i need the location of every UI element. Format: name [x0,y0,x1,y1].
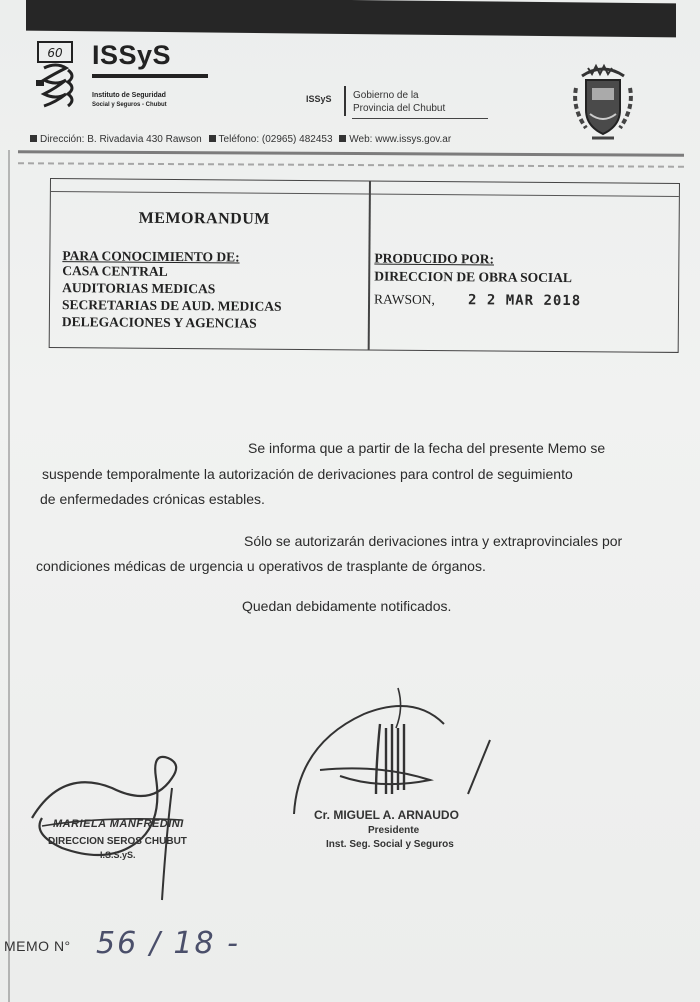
memo-header-box [49,178,680,353]
recipient-item: CASA CENTRAL [62,263,168,279]
body-p1-line3: de enfermedades crónicas estables. [40,491,265,507]
contact-phone: Teléfono: (02965) 482453 [218,134,333,145]
signer-left-title: DIRECCION SEROS CHUBUT [48,836,187,847]
contact-address: Dirección: B. Rivadavia 430 Rawson [40,134,202,145]
contact-web: Web: www.issys.gov.ar [349,134,452,145]
producer-name: DIRECCION DE OBRA SOCIAL [374,268,572,286]
gov-underline [352,118,488,119]
recipient-item: AUDITORIAS MEDICAS [62,280,216,297]
signer-left-org: I.S.S.yS. [100,850,136,860]
gov-separator [344,86,346,116]
chubut-coat-of-arms-icon [568,58,638,144]
recipient-item: SECRETARIAS DE AUD. MEDICAS [61,297,282,314]
signer-right-title: Presidente [368,825,420,836]
body-p1-line2: suspende temporalmente la autorización de derivaciones para control de seguimiento [42,466,573,482]
svg-text:60: 60 [47,46,63,60]
bullet-square-icon [30,135,37,142]
issys-emblem-icon [34,40,88,114]
logo-name: ISSyS [92,40,172,70]
bullet-square-icon [339,135,346,142]
signature-right-icon [280,684,510,824]
body-p3: Quedan debidamente notificados. [242,598,452,614]
date-stamp: 2 2 MAR 2018 [467,292,582,310]
gov-issys-mark: ISSyS [306,94,332,104]
letterhead-rule [18,150,684,156]
place: RAWSON, [374,291,435,308]
signer-right-org: Inst. Seg. Social y Seguros [326,839,454,850]
producer-heading: PRODUCIDO POR: [374,250,495,267]
memo-number-handwritten: 56 / 18 - [96,926,240,961]
gov-line1: Gobierno de la [353,90,419,101]
scan-dark-band [26,0,676,37]
memo-number-label: MEMO N° [4,938,71,954]
memo-title: MEMORANDUM [138,209,270,228]
signer-left-name: MARIELA MANFREDINI [53,818,184,830]
issys-logo [34,40,184,120]
body-p1-line1: Se informa que a partir de la fecha del presente Memo se [248,440,606,456]
letterhead-dashed-rule [18,162,684,167]
contact-line [30,134,451,145]
signer-right-name: Cr. MIGUEL A. ARNAUDO [314,808,459,822]
logo-bar [92,74,208,78]
gov-line2: Provincia del Chubut [353,103,446,114]
recipient-item: DELEGACIONES Y AGENCIAS [61,314,257,331]
box-top-line [51,191,679,197]
logo-subtitle-line2: Social y Seguros - Chubut [92,102,167,108]
body-p2-line1: Sólo se autorizarán derivaciones intra y extraprovinciales por [244,533,623,549]
bullet-square-icon [209,135,216,142]
recipients-heading: PARA CONOCIMIENTO DE: [62,248,240,265]
box-divider [368,182,371,350]
logo-subtitle-line1: Instituto de Seguridad [92,92,166,99]
body-p2-line2: condiciones médicas de urgencia u operativos de trasplante de órganos. [36,558,486,574]
paper-edge [8,150,10,1002]
